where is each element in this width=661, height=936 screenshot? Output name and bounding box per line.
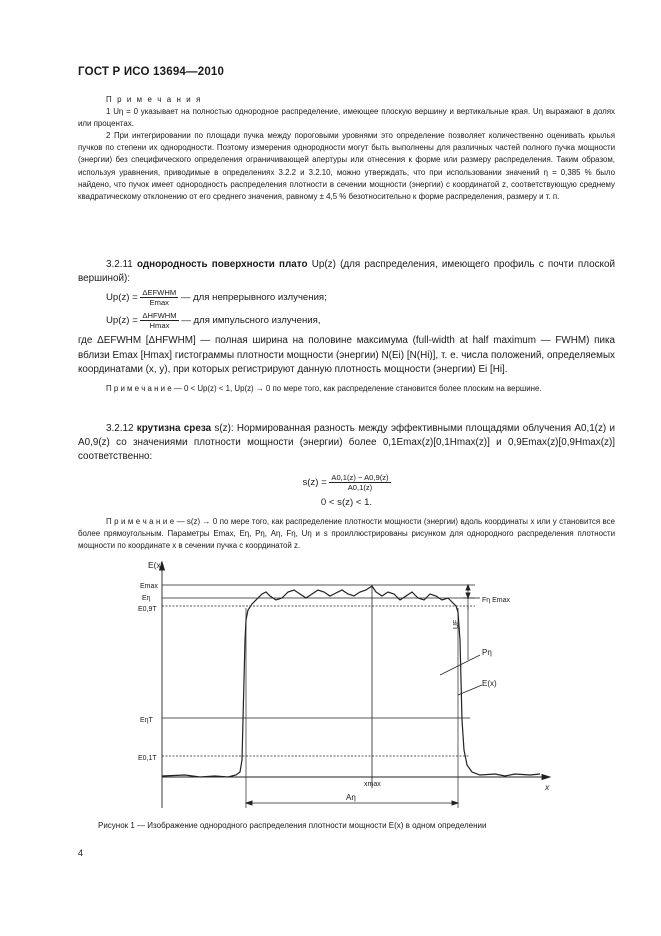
formula-lhs: s(z) = [302, 476, 327, 488]
section-note: П р и м е ч а н и е — s(z) → 0 по мере того, как распределение плотности мощности (энергии) вдоль координаты x или y становится все более прямоугольным. Параметры Emax, Eη, Pη, Aη, Fη, Uη и s проиллюстрированы рисунком для однородного распределения плотности мощности по координате x в сечении пучка с координатой z. [78, 516, 615, 550]
section-number: 3.2.12 [106, 423, 134, 434]
label-e01t: E0,1T [138, 755, 157, 762]
formula-denominator: Emax [149, 298, 169, 308]
formula-lhs: Up(z) = [106, 315, 138, 327]
label-p-eta: Pη [482, 648, 492, 657]
label-eeta: Eη [142, 595, 151, 602]
note-item-2: 2 При интегрировании по площади пучка между пороговыми уровнями это определение позволяет количественно оценивать крылья пучков по степени их однородности. Поэтому измерения однородности могут быть выполнены для различных частей полного пучка мощности (энергии) без специфического определения ограничивающей апертуры или отнесения к форме или размеру распределения. Таким образом, используя уравнения, приводимые в определениях 3.2.2 и 3.2.10, можно утверждать, что при использовании значений η = 0,385 % было найдено, что пучок имеет однородность распределения плотности в сечении мощности (энергии) с координатой z, соответствующую среднему квадратическому отклонению от его среднего значения, равному ± 4,5 % безотносительно к форме распределения, размеру и т. п. [78, 131, 615, 201]
page-header: ГОСТ Р ИСО 13694—2010 [78, 66, 225, 78]
term-symbol: s(z) [214, 423, 231, 434]
formula-denominator: A0,1(z) [347, 482, 373, 492]
label-eetat: EηT [140, 717, 153, 724]
figure-caption: Рисунок 1 — Изображение однородного распределения плотности мощности E(x) в одном определении [98, 821, 487, 830]
formula-numerator: A0,1(z) − A0,9(z) [331, 472, 389, 482]
notes-heading: П р и м е ч а н и я [106, 95, 202, 104]
label-u-f: UF [453, 619, 460, 629]
term-plateau-uniformity: однородность поверхности плато [136, 259, 308, 270]
label-x-axis: x [545, 782, 550, 792]
label-a-eta: Aη [346, 793, 356, 802]
formula-lhs: Up(z) = [106, 292, 138, 304]
formula-numerator: ΔHFWHM [142, 311, 177, 321]
definition-tail: : Нормированная разность между эффективными площадями облучения A0,1(z) и A0,9(z) со значениями плотности мощности (энергии) более 0,1Emax(z)[0,1Hmax(z)] и 0,9Emax(z)[0,9Hmax(z)] соответственно: [78, 423, 616, 463]
label-emax: Emax [140, 583, 158, 590]
section-number: 3.2.11 [106, 259, 133, 270]
page-number: 4 [78, 848, 84, 858]
label-x-max: xmax [364, 781, 381, 788]
label-f-eta: Fη Emax [482, 597, 511, 604]
label-e-x: E(x) [482, 679, 497, 688]
note-item-1: 1 Uη = 0 указывает на полностью однородное распределение, имеющее плоскую вершину и вертикальные края. Uη выражают в долях или процентах. [78, 107, 615, 129]
term-symbol: Up(z) [311, 259, 336, 270]
formula-denominator: Hmax [149, 321, 170, 331]
section-note: П р и м е ч а н и е — 0 < Up(z) < 1, Up(z) → 0 по мере того, как распределение становится более плоским на вершине. [106, 384, 542, 394]
formula-numerator: ΔEFWHM [142, 288, 177, 298]
definition-tail: (для распределения, имеющего профиль с почти плоской вершиной): [78, 259, 615, 285]
formula-text: — для импульсного излучения, [181, 315, 321, 327]
term-edge-steepness: крутизна среза [136, 423, 212, 434]
formula-text: — для непрерывного излучения; [180, 292, 327, 304]
label-e09t: E0,9T [138, 606, 157, 613]
label-y-axis: E(x) [148, 560, 164, 570]
x-axis-arrow [542, 775, 550, 780]
where-clause: где ΔEFWHM [ΔHFWHM] — полная ширина на половине максимума (full-width at half maximum — FWHM) пика вблизи Emax [Hmax] гистограммы плотности мощности (энергии) N(Ei) [N(Hi)], т. е. числа положений, определяемых координатами (x, y), при которых регистрируют данную плотность мощности (энергии) Ei [Hi]. [78, 335, 615, 375]
formula-range: 0 < s(z) < 1. [320, 496, 373, 508]
